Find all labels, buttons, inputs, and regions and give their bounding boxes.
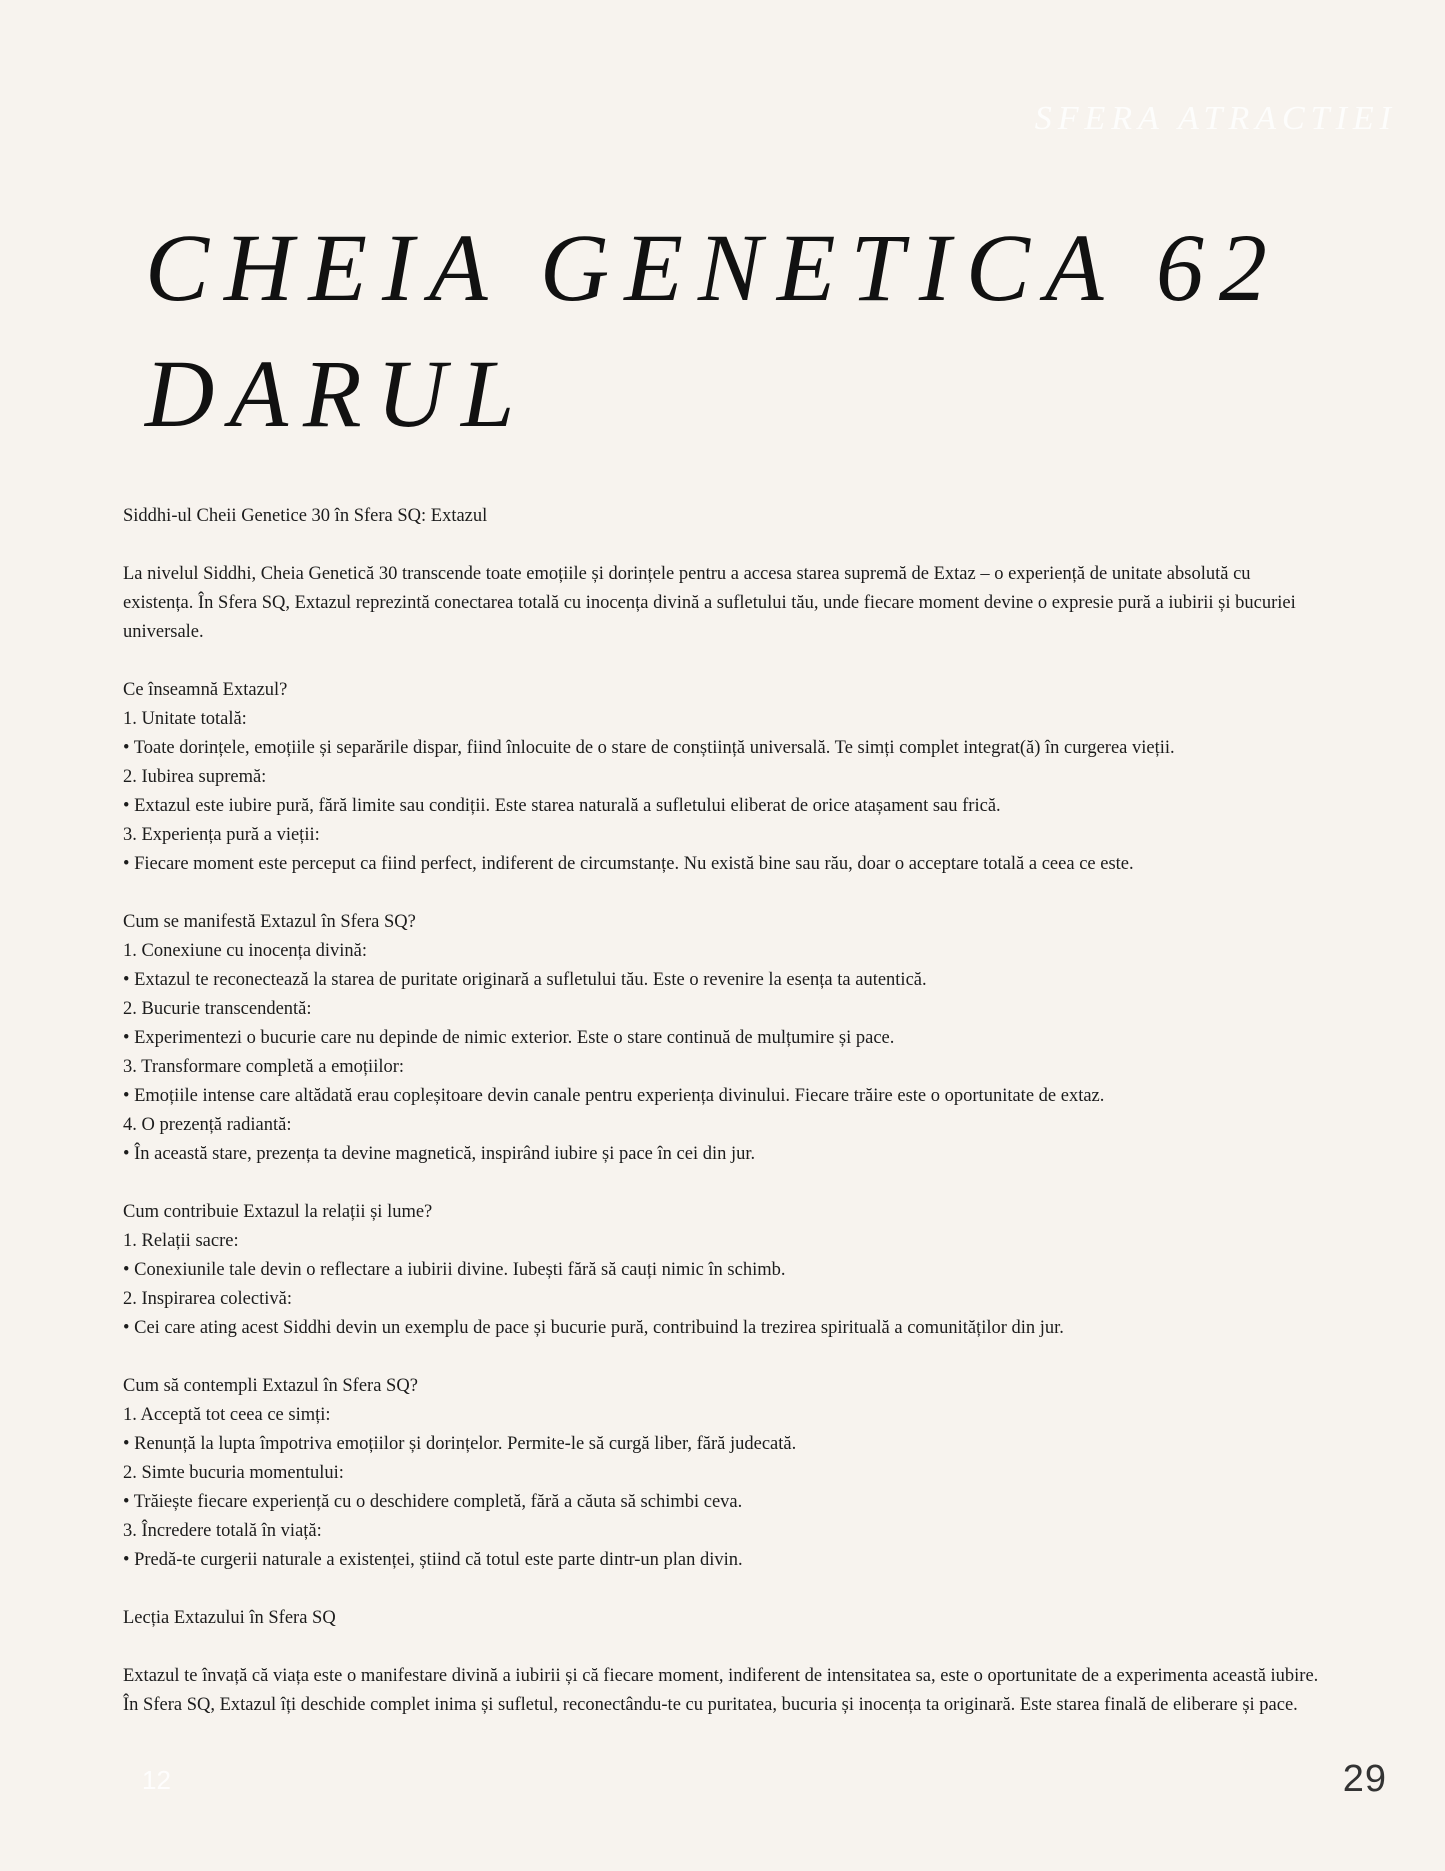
- list-item: • Experimentezi o bucurie care nu depinde de nimic exterior. Este o stare continuă de mulțumire și pace.: [123, 1028, 895, 1048]
- list-item: • Emoțiile intense care altădată erau copleșitoare devin canale pentru experiența divinului. Fiecare trăire este o oportunitate de extaz.: [123, 1086, 1105, 1106]
- page-title-line-2: DARUL: [145, 340, 530, 447]
- list-item: 1. Conexiune cu inocența divină:: [123, 941, 368, 961]
- list-item: • Fiecare moment este perceput ca fiind perfect, indiferent de circumstanțe. Nu există bine sau rău, doar o acceptare totală a ceea ce este.: [123, 854, 1134, 874]
- list-item: • Conexiunile tale devin o reflectare a iubirii divine. Iubești fără să cauți nimic în schimb.: [123, 1260, 786, 1280]
- section-heading: Cum contribuie Extazul la relații și lume?: [123, 1202, 433, 1222]
- list-item: • Trăiește fiecare experiență cu o deschidere completă, fără a căuta să schimbi ceva.: [123, 1492, 743, 1512]
- page-number: 29: [1342, 1758, 1387, 1800]
- list-item: 2. Bucurie transcendentă:: [123, 999, 312, 1019]
- list-item: 1. Acceptă tot ceea ce simți:: [123, 1405, 331, 1425]
- list-item: 3. Încredere totală în viață:: [123, 1521, 322, 1541]
- page-title-line-1: CHEIA GENETICA 62: [145, 214, 1282, 321]
- list-item: • Renunță la lupta împotriva emoțiilor și dorințelor. Permite-le să curgă liber, fără judecată.: [123, 1434, 797, 1454]
- intro-heading: Siddhi-ul Cheii Genetice 30 în Sfera SQ: Extazul: [123, 506, 488, 526]
- section-heading: Ce înseamnă Extazul?: [123, 680, 288, 700]
- section-contemplation: [123, 1372, 1323, 1575]
- article-body: [123, 502, 1323, 1720]
- page-title: [145, 205, 1282, 457]
- section-relations: [123, 1198, 1323, 1343]
- list-item: 3. Transformare completă a emoțiilor:: [123, 1057, 405, 1077]
- list-item: • Cei care ating acest Siddhi devin un exemplu de pace și bucurie pură, contribuind la trezirea spirituală a comunităților din jur.: [123, 1318, 1064, 1338]
- footer-left-number: 12: [142, 1765, 171, 1795]
- section-heading: Cum să contempli Extazul în Sfera SQ?: [123, 1376, 418, 1396]
- section-meaning: [123, 676, 1323, 879]
- section-manifestation: [123, 908, 1323, 1169]
- list-item: • Toate dorințele, emoțiile și separările dispar, fiind înlocuite de o stare de conștiință universală. Te simți complet integrat(ă) în curgerea vieții.: [123, 738, 1175, 758]
- list-item: • Extazul te reconectează la starea de puritate originară a sufletului tău. Este o revenire la esența ta autentică.: [123, 970, 927, 990]
- list-item: 3. Experiența pură a vieții:: [123, 825, 320, 845]
- lesson-paragraph: Extazul te învață că viața este o manifestare divină a iubirii și că fiecare moment, indiferent de intensitatea sa, este o oportunitate de a experimenta această iubire. În Sfera SQ, Extazul îți deschide complet inima și sufletul, reconectându-te cu puritatea, bucuria și inocența ta originară. Este starea finală de eliberare și pace.: [123, 1666, 1319, 1715]
- section-heading: Cum se manifestă Extazul în Sfera SQ?: [123, 912, 416, 932]
- list-item: • Predă-te curgerii naturale a existenței, știind că totul este parte dintr-un plan divin.: [123, 1550, 743, 1570]
- list-item: 2. Iubirea supremă:: [123, 767, 267, 787]
- list-item: 2. Inspirarea colectivă:: [123, 1289, 292, 1309]
- running-header: SFERA ATRACTIEI: [1034, 100, 1397, 137]
- list-item: 1. Relații sacre:: [123, 1231, 239, 1251]
- list-item: 4. O prezență radiantă:: [123, 1115, 292, 1135]
- list-item: 1. Unitate totală:: [123, 709, 247, 729]
- lesson-heading: Lecția Extazului în Sfera SQ: [123, 1608, 336, 1628]
- list-item: 2. Simte bucuria momentului:: [123, 1463, 344, 1483]
- list-item: • Extazul este iubire pură, fără limite sau condiții. Este starea naturală a sufletului eliberat de orice atașament sau frică.: [123, 796, 1001, 816]
- intro-paragraph: La nivelul Siddhi, Cheia Genetică 30 transcende toate emoțiile și dorințele pentru a accesa starea supremă de Extaz – o experiență de unitate absolută cu existența. În Sfera SQ, Extazul reprezintă conectarea totală cu inocența divină a sufletului tău, unde fiecare moment devine o expresie pură a iubirii și bucuriei universale.: [123, 564, 1296, 642]
- list-item: • În această stare, prezența ta devine magnetică, inspirând iubire și pace în cei din jur.: [123, 1144, 756, 1164]
